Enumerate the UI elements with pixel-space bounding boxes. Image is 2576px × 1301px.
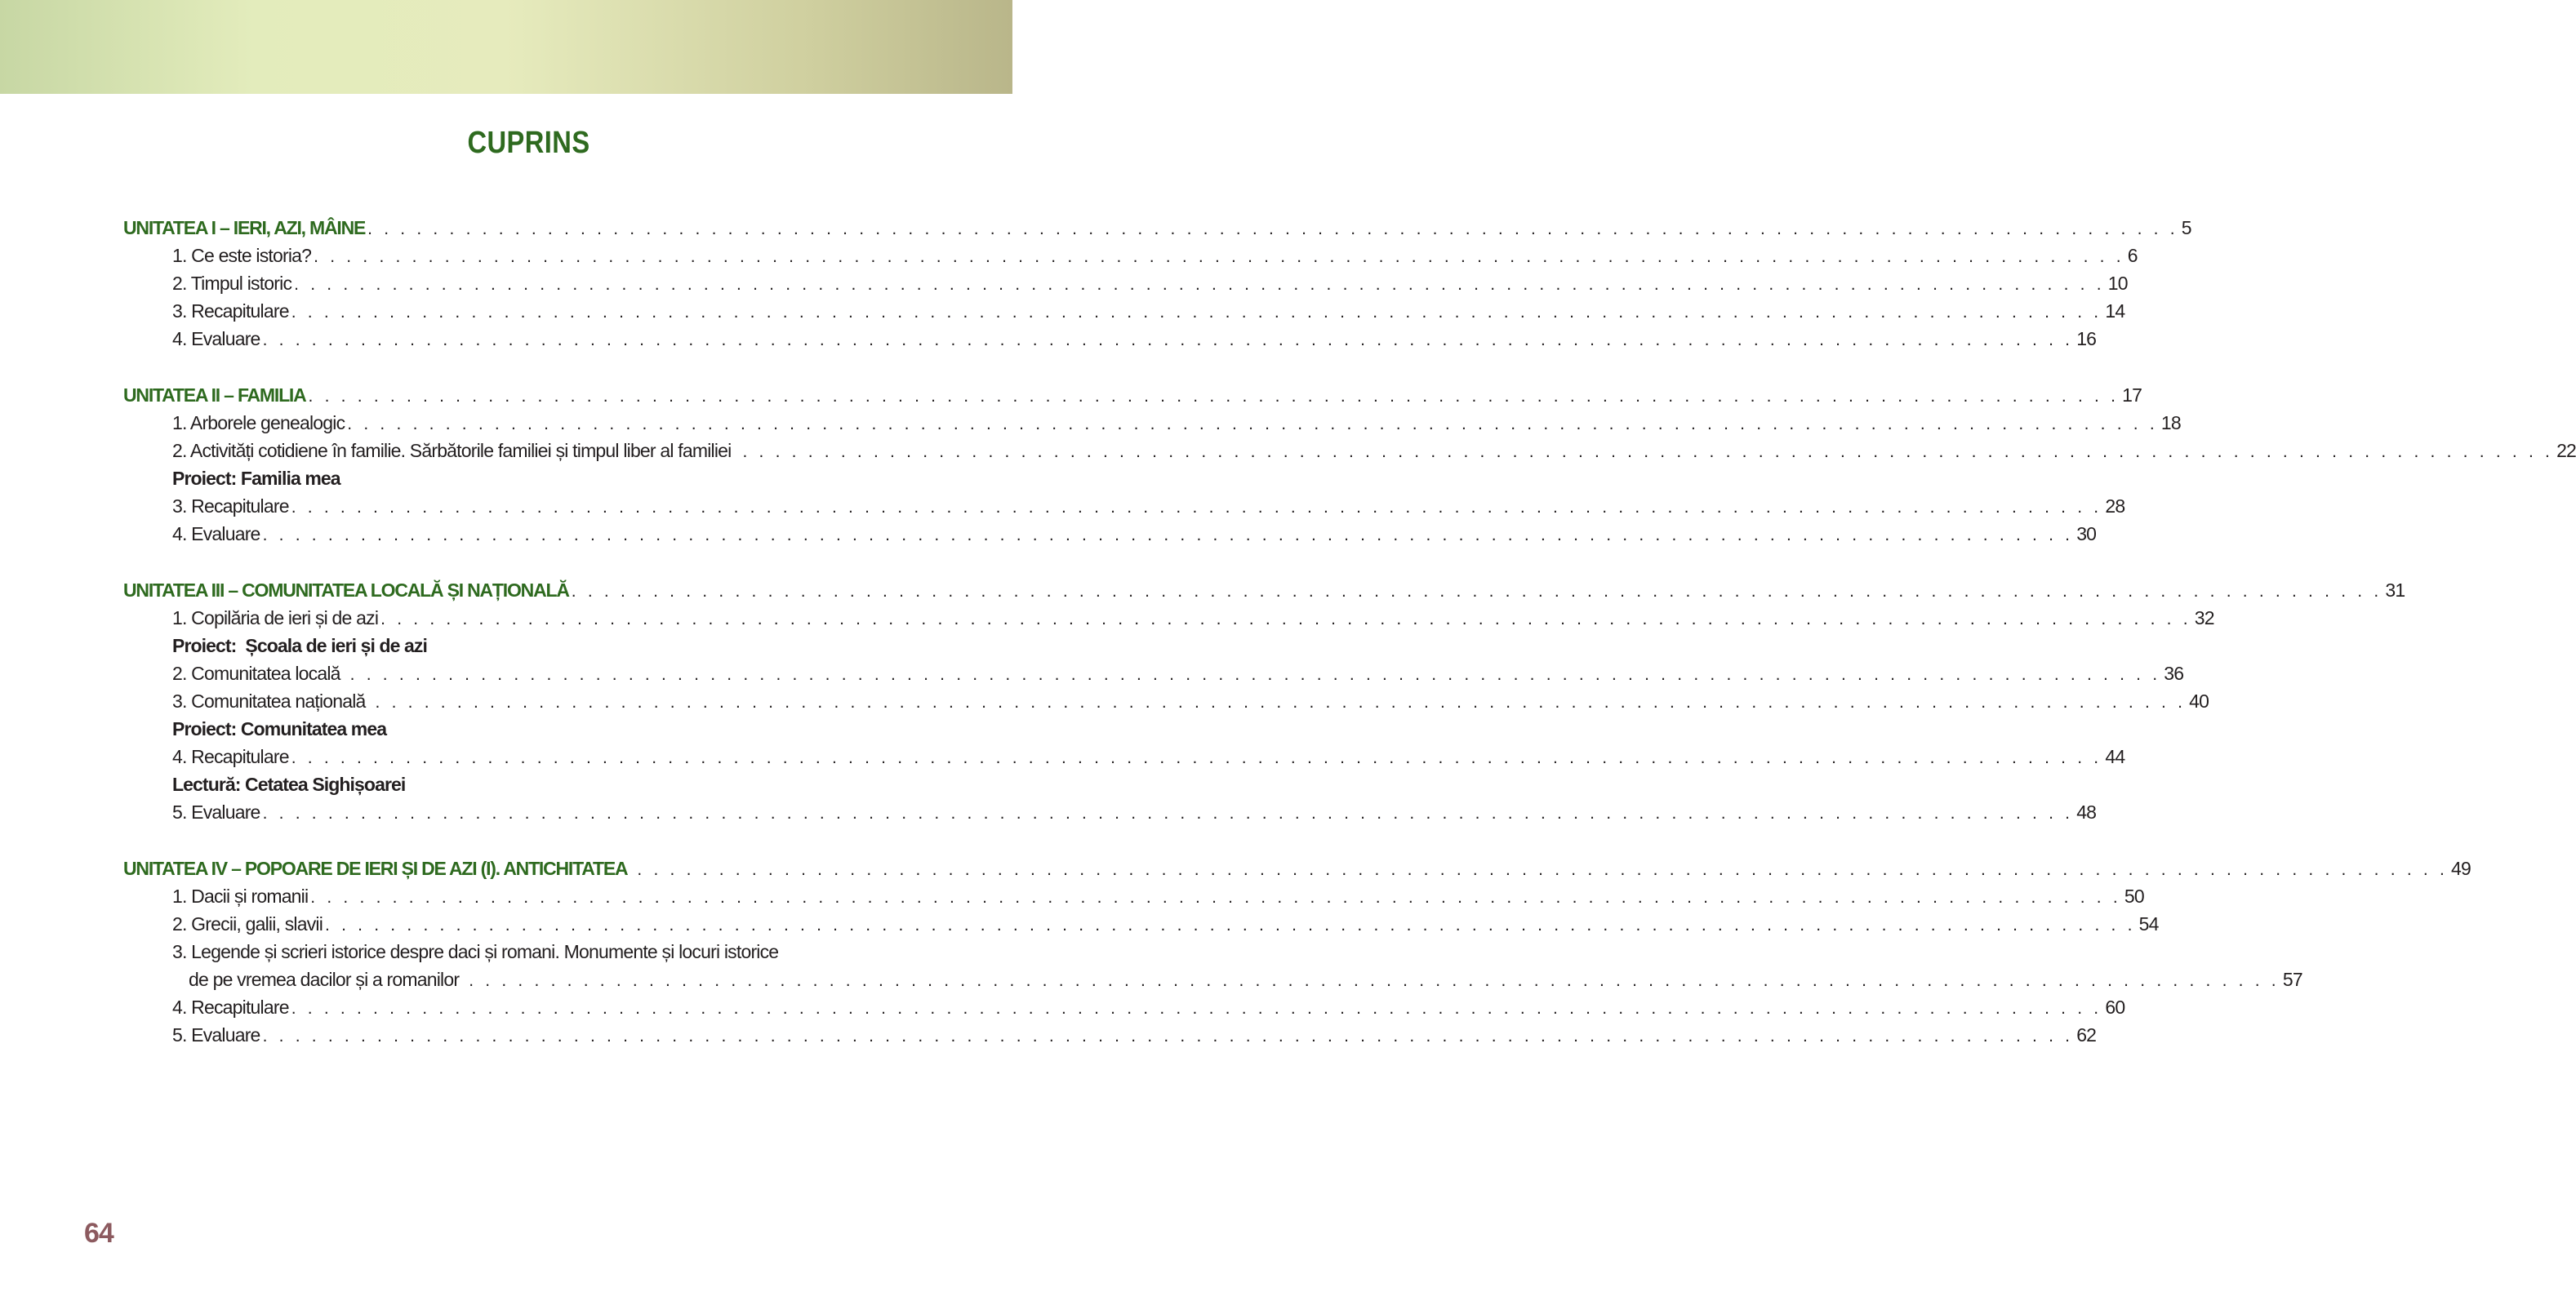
leader-dots: . . . . . . . . . . . . . . . . . . . . . . . . . . . . . . . . . . . . . . . . . . . . . . . . . . . . . . . . . . . . . . . . . . . . . . . . . . . . . . . . . . . . . . . . . . . . . . . . . . . . . . . . . . . . . . . — [262, 331, 2074, 349]
toc-page-number: 62 — [2076, 1024, 2097, 1046]
toc-project-label: Proiect: Familia mea — [172, 468, 340, 489]
toc-project[interactable] — [172, 715, 919, 743]
toc-project[interactable] — [172, 632, 919, 659]
toc-page-number: 18 — [2160, 412, 2181, 433]
toc-unit-3[interactable] — [123, 576, 2405, 604]
toc-page-number: 17 — [2122, 384, 2142, 406]
toc-page-number: 6 — [2127, 245, 2138, 266]
toc-unit-label: UNITATEA II – FAMILIA — [123, 384, 306, 406]
toc-unit-1[interactable] — [123, 214, 2191, 242]
leader-dots: . . . . . . . . . . . . . . . . . . . . . . . . . . . . . . . . . . . . . . . . . . . . . . . . . . . . . . . . . . . . . . . . . . . . . . . . . . . . . . . . . . . . . . . . . . . . . . . . . . . . . . . . . . . . . . . — [291, 748, 2102, 767]
toc-entry-label: 4. Evaluare — [172, 328, 260, 349]
toc-project[interactable] — [172, 464, 919, 492]
toc-entry-label: 3. Recapitulare — [172, 495, 289, 517]
leader-dots: . . . . . . . . . . . . . . . . . . . . . . . . . . . . . . . . . . . . . . . . . . . . . . . . . . . . . . . . . . . . . . . . . . . . . . . . . . . . . . . . . . . . . . . . . . . . . . . . . . . . . . . . . . . . . . . — [375, 693, 2187, 712]
toc-page-number: 40 — [2189, 690, 2209, 712]
toc-page-number: 44 — [2105, 746, 2125, 767]
toc-reading-label: Lectură: Cetatea Sighișoarei — [172, 774, 406, 795]
leader-dots: . . . . . . . . . . . . . . . . . . . . . . . . . . . . . . . . . . . . . . . . . . . . . . . . . . . . . . . . . . . . . . . . . . . . . . . . . . . . . . . . . . . . . . . . . . . . . . . . . . . . . . . . . . . . . . . — [349, 665, 2161, 684]
toc-entry-label: 2. Comunitatea locală — [172, 663, 340, 684]
toc-page-number: 28 — [2105, 495, 2125, 517]
toc-project-label: Proiect: Școala de ieri și de azi — [172, 635, 427, 656]
toc-entry[interactable] — [172, 938, 919, 966]
toc-entry-label: 2. Timpul istoric — [172, 273, 292, 294]
toc-entry[interactable] — [172, 993, 2125, 1021]
toc-entry[interactable] — [172, 297, 2125, 325]
toc-entry[interactable] — [172, 269, 2128, 297]
toc-page-number: 32 — [2194, 607, 2214, 628]
leader-dots: . . . . . . . . . . . . . . . . . . . . . . . . . . . . . . . . . . . . . . . . . . . . . . . . . . . . . . . . . . . . . . . . . . . . . . . . . . . . . . . . . . . . . . . . . . . . . . . . . . . . . . . . . . . . . . . — [291, 303, 2102, 322]
toc-entry-label: 3. Comunitatea națională — [172, 690, 366, 712]
toc-entry[interactable] — [172, 743, 2125, 770]
toc-unit-label: UNITATEA III – COMUNITATEA LOCALĂ ȘI NAȚIONALĂ — [123, 579, 569, 601]
toc-entry[interactable] — [172, 659, 2184, 687]
toc-entry[interactable] — [172, 242, 2138, 269]
toc-entry-label: 3. Recapitulare — [172, 300, 289, 322]
page-title: CUPRINS — [467, 126, 590, 160]
leader-dots: . . . . . . . . . . . . . . . . . . . . . . . . . . . . . . . . . . . . . . . . . . . . . . . . . . . . . . . . . . . . . . . . . . . . . . . . . . . . . . . . . . . . . . . . . . . . . . . . . . . . . . . . . . . . . . . — [314, 247, 2124, 266]
toc-entry-label: 4. Recapitulare — [172, 746, 289, 767]
toc-entry-label: 5. Evaluare — [172, 1024, 260, 1046]
toc-entry-continued[interactable] — [189, 966, 2302, 993]
leader-dots: . . . . . . . . . . . . . . . . . . . . . . . . . . . . . . . . . . . . . . . . . . . . . . . . . . . . . . . . . . . . . . . . . . . . . . . . . . . . . . . . . . . . . . . . . . . . . . . . . . . . . . . . . . . . . . . — [310, 888, 2121, 907]
toc-unit-label: UNITATEA IV – POPOARE DE IERI ȘI DE AZI (I). ANTICHITATEA — [123, 858, 628, 879]
toc-entry[interactable] — [172, 437, 2576, 464]
toc-entry[interactable] — [172, 910, 2159, 938]
toc-unit-label: UNITATEA I – IERI, AZI, MÂINE — [123, 217, 366, 238]
leader-dots: . . . . . . . . . . . . . . . . . . . . . . . . . . . . . . . . . . . . . . . . . . . . . . . . . . . . . . . . . . . . . . . . . . . . . . . . . . . . . . . . . . . . . . . . . . . . . . . . . . . . . . . . . . . . . . . — [367, 220, 2178, 238]
toc-page-number: 49 — [2451, 858, 2471, 879]
leader-dots: . . . . . . . . . . . . . . . . . . . . . . . . . . . . . . . . . . . . . . . . . . . . . . . . . . . . . . . . . . . . . . . . . . . . . . . . . . . . . . . . . . . . . . . . . . . . . . . . . . . . . . . . . . . . . . . — [308, 387, 2120, 406]
toc-entry-label: 1. Ce este istoria? — [172, 245, 312, 266]
toc-entry-label: 2. Grecii, galii, slavii — [172, 913, 323, 935]
toc-page-number: 50 — [2124, 886, 2144, 907]
toc-entry-label: de pe vremea dacilor și a romanilor — [189, 969, 460, 990]
toc-page-number: 30 — [2076, 523, 2097, 544]
toc-reading[interactable] — [172, 770, 919, 798]
toc-entry[interactable] — [172, 1021, 2097, 1049]
toc-entry[interactable] — [172, 798, 2097, 826]
toc-entry[interactable] — [172, 687, 2209, 715]
leader-dots: . . . . . . . . . . . . . . . . . . . . . . . . . . . . . . . . . . . . . . . . . . . . . . . . . . . . . . . . . . . . . . . . . . . . . . . . . . . . . . . . . . . . . . . . . . . . . . . . . . . . . . . . . . . . . . . — [291, 999, 2102, 1018]
toc-page-number: 10 — [2107, 273, 2128, 294]
toc-entry-label: 4. Evaluare — [172, 523, 260, 544]
leader-dots: . . . . . . . . . . . . . . . . . . . . . . . . . . . . . . . . . . . . . . . . . . . . . . . . . . . . . . . . . . . . . . . . . . . . . . . . . . . . . . . . . . . . . . . . . . . . . . . . . . . . . . . . . . . . . . . — [469, 971, 2280, 990]
toc-entry-label: 1. Dacii și romanii — [172, 886, 309, 907]
leader-dots: . . . . . . . . . . . . . . . . . . . . . . . . . . . . . . . . . . . . . . . . . . . . . . . . . . . . . . . . . . . . . . . . . . . . . . . . . . . . . . . . . . . . . . . . . . . . . . . . . . . . . . . . . . . . . . . — [294, 275, 2105, 294]
leader-dots: . . . . . . . . . . . . . . . . . . . . . . . . . . . . . . . . . . . . . . . . . . . . . . . . . . . . . . . . . . . . . . . . . . . . . . . . . . . . . . . . . . . . . . . . . . . . . . . . . . . . . . . . . . . . . . . — [291, 498, 2102, 517]
toc-entry-label: 5. Evaluare — [172, 801, 260, 823]
toc-entry[interactable] — [172, 604, 2214, 632]
toc-entry-label: 4. Recapitulare — [172, 997, 289, 1018]
toc-unit-4[interactable] — [123, 855, 2471, 882]
toc-page-number: 54 — [2138, 913, 2159, 935]
leader-dots: . . . . . . . . . . . . . . . . . . . . . . . . . . . . . . . . . . . . . . . . . . . . . . . . . . . . . . . . . . . . . . . . . . . . . . . . . . . . . . . . . . . . . . . . . . . . . . . . . . . . . . . . . . . . . . . — [262, 526, 2074, 544]
toc-entry[interactable] — [172, 882, 2144, 910]
leader-dots: . . . . . . . . . . . . . . . . . . . . . . . . . . . . . . . . . . . . . . . . . . . . . . . . . . . . . . . . . . . . . . . . . . . . . . . . . . . . . . . . . . . . . . . . . . . . . . . . . . . . . . . . . . . . . . . — [742, 442, 2554, 461]
toc-entry[interactable] — [172, 492, 2125, 520]
leader-dots: . . . . . . . . . . . . . . . . . . . . . . . . . . . . . . . . . . . . . . . . . . . . . . . . . . . . . . . . . . . . . . . . . . . . . . . . . . . . . . . . . . . . . . . . . . . . . . . . . . . . . . . . . . . . . . . — [325, 916, 2136, 935]
toc-entry-label: 3. Legende și scrieri istorice despre daci și romani. Monumente și locuri istorice — [172, 941, 779, 962]
toc-unit-2[interactable] — [123, 381, 2142, 409]
toc-entry[interactable] — [172, 520, 2097, 548]
toc-page-number: 36 — [2164, 663, 2184, 684]
toc-project-label: Proiect: Comunitatea mea — [172, 718, 387, 739]
leader-dots: . . . . . . . . . . . . . . . . . . . . . . . . . . . . . . . . . . . . . . . . . . . . . . . . . . . . . . . . . . . . . . . . . . . . . . . . . . . . . . . . . . . . . . . . . . . . . . . . . . . . . . . . . . . . . . . — [347, 415, 2158, 433]
toc-entry-label: 1. Arborele genealogic — [172, 412, 345, 433]
toc-page-number: 60 — [2105, 997, 2125, 1018]
toc-page-number: 57 — [2282, 969, 2302, 990]
toc-entry[interactable] — [172, 409, 2181, 437]
toc-entry-label: 2. Activități cotidiene în familie. Sărbătorile familiei și timpul liber al familiei — [172, 440, 732, 461]
leader-dots: . . . . . . . . . . . . . . . . . . . . . . . . . . . . . . . . . . . . . . . . . . . . . . . . . . . . . . . . . . . . . . . . . . . . . . . . . . . . . . . . . . . . . . . . . . . . . . . . . . . . . . . . . . . . . . . — [262, 1027, 2074, 1046]
toc-page-number: 31 — [2385, 579, 2405, 601]
toc-page-number: 22 — [2556, 440, 2576, 461]
toc-page-number: 16 — [2076, 328, 2097, 349]
toc-entry[interactable] — [172, 325, 2097, 353]
toc-page-number: 14 — [2105, 300, 2125, 322]
toc-page-number: 48 — [2076, 801, 2097, 823]
toc-entry-label: 1. Copilăria de ieri și de azi — [172, 607, 379, 628]
toc-page-number: 5 — [2181, 217, 2191, 238]
leader-dots: . . . . . . . . . . . . . . . . . . . . . . . . . . . . . . . . . . . . . . . . . . . . . . . . . . . . . . . . . . . . . . . . . . . . . . . . . . . . . . . . . . . . . . . . . . . . . . . . . . . . . . . . . . . . . . . — [262, 804, 2074, 823]
leader-dots: . . . . . . . . . . . . . . . . . . . . . . . . . . . . . . . . . . . . . . . . . . . . . . . . . . . . . . . . . . . . . . . . . . . . . . . . . . . . . . . . . . . . . . . . . . . . . . . . . . . . . . . . . . . . . . . — [637, 860, 2448, 879]
leader-dots: . . . . . . . . . . . . . . . . . . . . . . . . . . . . . . . . . . . . . . . . . . . . . . . . . . . . . . . . . . . . . . . . . . . . . . . . . . . . . . . . . . . . . . . . . . . . . . . . . . . . . . . . . . . . . . . — [380, 610, 2191, 628]
leader-dots: . . . . . . . . . . . . . . . . . . . . . . . . . . . . . . . . . . . . . . . . . . . . . . . . . . . . . . . . . . . . . . . . . . . . . . . . . . . . . . . . . . . . . . . . . . . . . . . . . . . . . . . . . . . . . . . — [571, 582, 2382, 601]
page-number: 64 — [84, 1218, 113, 1249]
